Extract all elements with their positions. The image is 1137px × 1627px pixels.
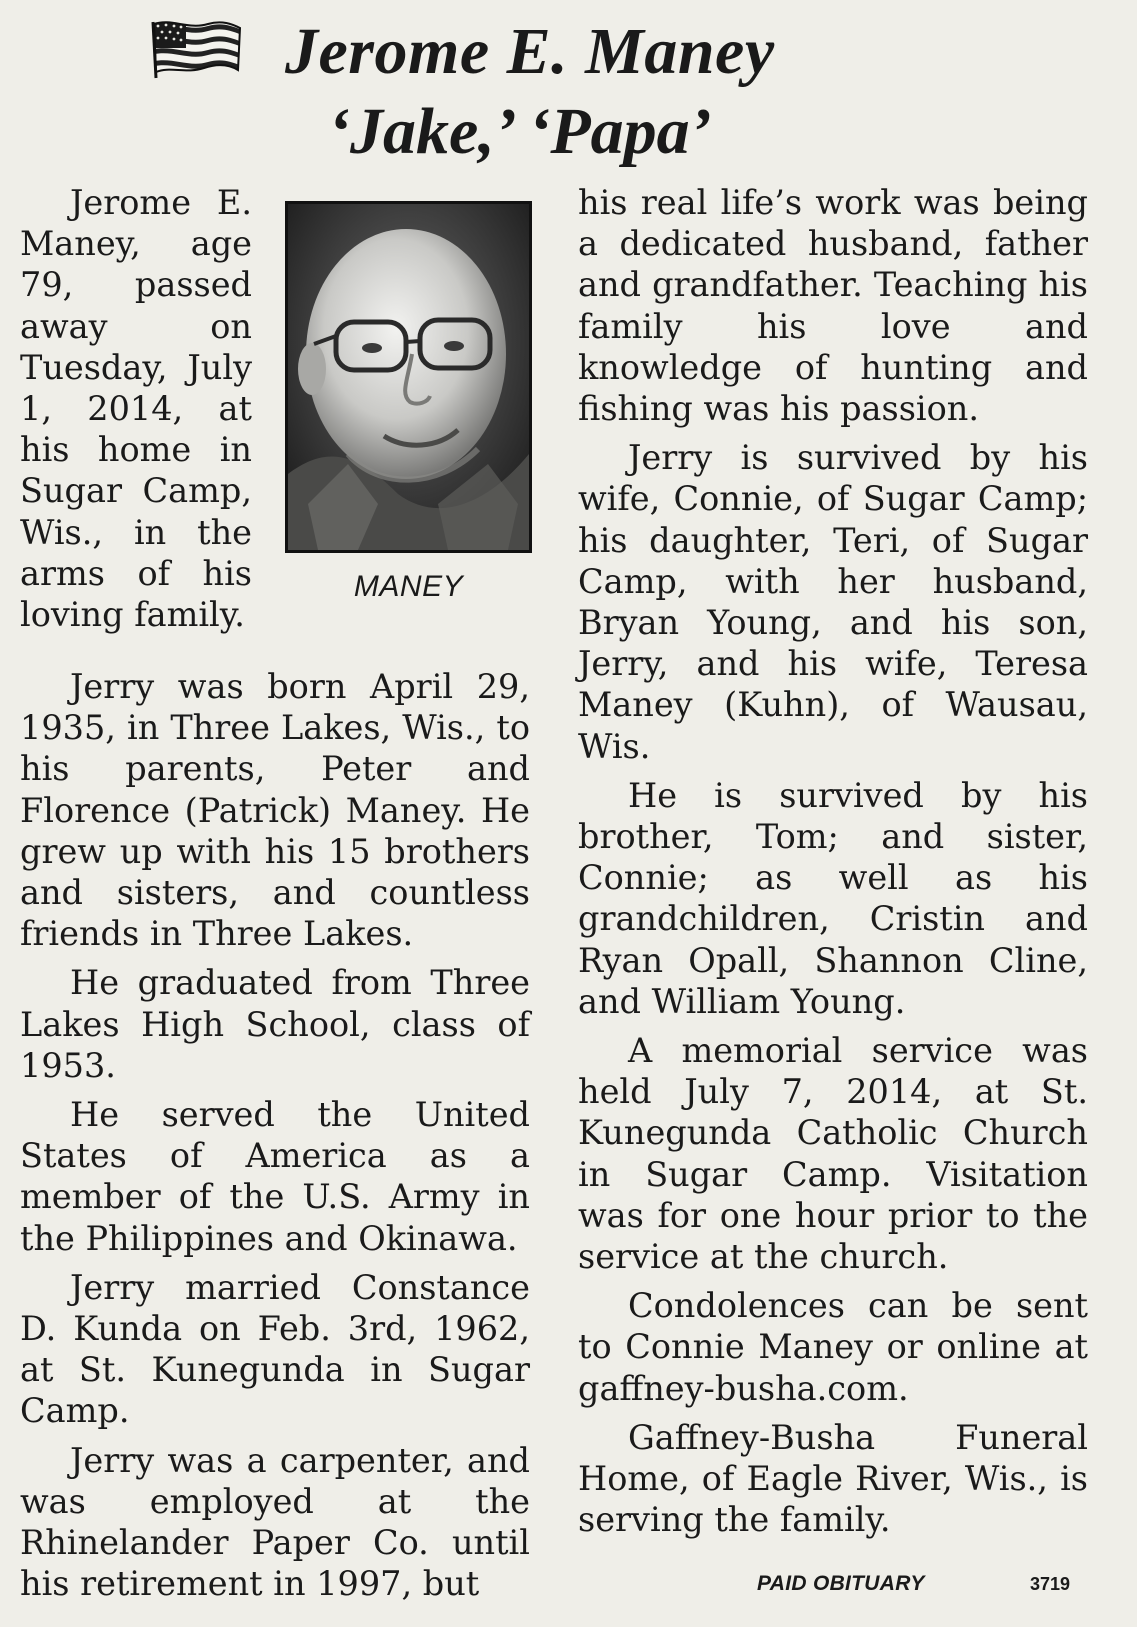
career-paragraph: Jerry was a carpenter, and was employed at the Rhinelander Paper Co. until his retirement in 1997, but: [20, 1440, 530, 1604]
portrait-photo: [285, 201, 532, 553]
survivors-family-paragraph: Jerry is survived by his wife, Connie, of Sugar Camp; his daughter, Teri, of Sugar Camp, with her husband, Bryan Young, and his son, Jerry, and his wife, Teresa Maney (Kuhn), of Wausau, Wis.: [578, 438, 1088, 766]
paid-obituary-label: PAID OBITUARY: [757, 1572, 925, 1595]
memorial-service-paragraph: A memorial service was held July 7, 2014, at St. Kunegunda Catholic Church in Sugar Camp. Visitation was for one hour prior to the service at the church.: [578, 1031, 1088, 1277]
marriage-paragraph: Jerry married Constance D. Kunda on Feb. 3rd, 1962, at St. Kunegunda in Sugar Camp.: [20, 1267, 530, 1431]
survivors-siblings-paragraph: He is survived by his brother, Tom; and sister, Connie; as well as his grandchildren, Cristin and Ryan Opall, Shannon Cline, and William Young.: [578, 775, 1088, 1021]
condolences-paragraph: Condolences can be sent to Connie Maney or online at gaffney-busha.com.: [578, 1286, 1088, 1408]
intro-block: [20, 182, 530, 666]
education-paragraph: He graduated from Three Lakes High School, class of 1953.: [20, 963, 530, 1085]
ad-code: 3719: [1030, 1574, 1071, 1594]
photo-caption: MANEY: [353, 570, 464, 603]
american-flag-icon: [150, 18, 242, 80]
obituary-name-title: Jerome E. Maney: [285, 15, 775, 88]
portrait-image: [288, 204, 529, 550]
birth-paragraph: Jerry was born April 29, 1935, in Three Lakes, Wis., to his parents, Peter and Florence (Patrick) Maney. He grew up with his 15 brothers and sisters, and countless friends in Three Lakes.: [20, 667, 530, 954]
intro-text-wrap: [20, 182, 252, 635]
right-column: [578, 182, 1088, 1541]
career-continuation-paragraph: his real life’s work was being a dedicated husband, father and grandfather. Teaching his family his love and knowledge of hunting and fishing was his passion.: [578, 183, 1088, 429]
obituary-nicknames-title: ‘Jake,’ ‘Papa’: [328, 95, 712, 168]
funeral-home-paragraph: Gaffney-Busha Funeral Home, of Eagle River, Wis., is serving the family.: [578, 1417, 1088, 1540]
military-paragraph: He served the United States of America as a member of the U.S. Army in the Philippines and Okinawa.: [20, 1095, 530, 1258]
left-column: [20, 182, 530, 1604]
obituary-header: [0, 4, 1137, 174]
intro-paragraph: Jerome E. Maney, age 79, passed away on Tuesday, July 1, 2014, at his home in Sugar Camp, Wis., in the arms of his loving family.: [20, 183, 252, 635]
